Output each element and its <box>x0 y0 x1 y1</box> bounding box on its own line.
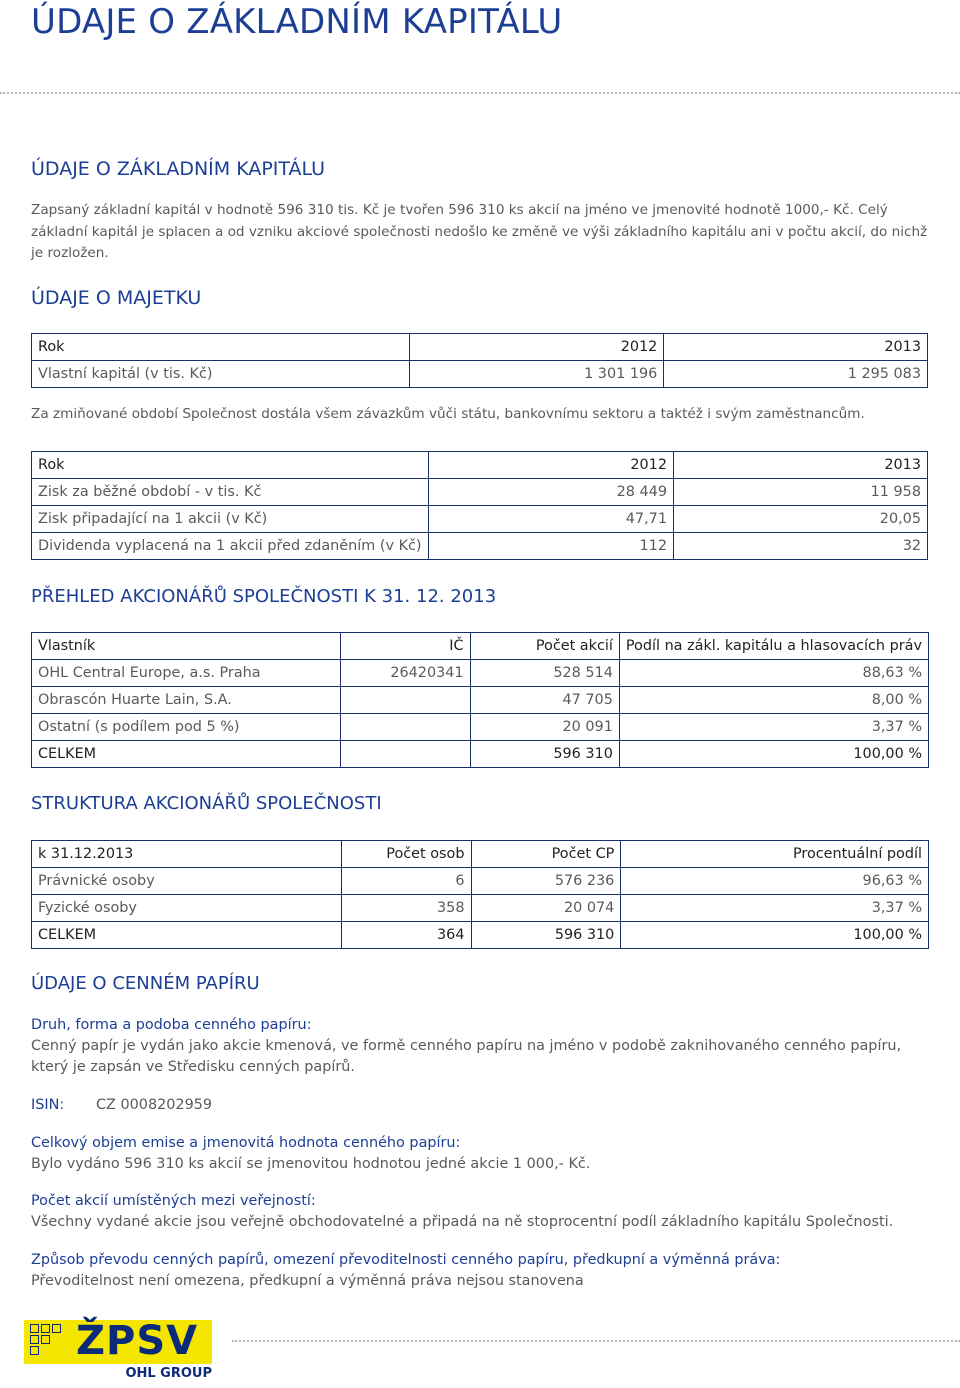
table-header-row <box>32 334 928 361</box>
category-cell: Právnické osoby <box>32 868 342 895</box>
row-label: Vlastní kapitál (v tis. Kč) <box>32 361 410 388</box>
header-cell: Rok <box>32 452 429 479</box>
header-cell: Počet CP <box>471 841 621 868</box>
header-cell: 2012 <box>428 452 673 479</box>
share-percent-cell: 88,63 % <box>619 660 928 687</box>
header-cell: Rok <box>32 334 410 361</box>
logo-dots-icon <box>30 1324 70 1360</box>
table-row <box>32 533 928 560</box>
row-label: Zisk připadající na 1 akcii (v Kč) <box>32 506 429 533</box>
capital-text: Zapsaný základní kapitál v hodnotě 596 310 tis. Kč je tvořen 596 310 ks akcií na jméno ve jmenovité hodnotě 1000,- Kč. Celý základní kapitál je splacen a od vzniku akciové společnosti nedošlo ke změně ve výši základního kapitálu ani v počtu akcií, do nichž je rozložen. <box>31 202 928 261</box>
total-label: CELKEM <box>32 741 341 768</box>
emission-text: Bylo vydáno 596 310 ks akcií se jmenovitou hodnotou jedné akcie 1 000,- Kč. <box>31 1156 591 1172</box>
table-row <box>32 506 928 533</box>
equity-table <box>31 333 928 388</box>
owner-cell: OHL Central Europe, a.s. Praha <box>32 660 341 687</box>
public-shares-text: Všechny vydané akcie jsou veřejně obchodovatelné a připadá na ně stoprocentní podíl základního kapitálu Společnosti. <box>31 1214 894 1230</box>
logo-yellow-block <box>24 1320 212 1364</box>
row-label: Dividenda vyplacená na 1 akcii před zdaněním (v Kč) <box>32 533 429 560</box>
shares-cell: 528 514 <box>470 660 619 687</box>
percent-cell: 96,63 % <box>621 868 929 895</box>
value-cell: 20,05 <box>673 506 927 533</box>
obligations-note: Za zmiňované období Společnost dostála všem závazkům vůči státu, bankovnímu sektoru a taktéž i svým zaměstnancům. <box>31 406 865 422</box>
ic-cell <box>341 687 470 714</box>
structure-heading: STRUKTURA AKCIONÁŘŮ SPOLEČNOSTI <box>31 793 382 814</box>
logo-wordmark: ŽPSV <box>76 1318 199 1364</box>
value-cell: 11 958 <box>673 479 927 506</box>
capital-heading: ÚDAJE O ZÁKLADNÍM KAPITÁLU <box>31 158 326 180</box>
isin-value: CZ 0008202959 <box>96 1097 213 1113</box>
public-shares-label: Počet akcií umístěných mezi veřejností: <box>31 1193 316 1209</box>
ic-cell: 26420341 <box>341 660 470 687</box>
structure-table <box>31 840 929 949</box>
percent-cell: 3,37 % <box>621 895 929 922</box>
header-cell: 2013 <box>673 452 927 479</box>
top-dotted-divider <box>0 92 960 94</box>
ic-cell <box>341 714 470 741</box>
total-shares: 596 310 <box>470 741 619 768</box>
table-row <box>32 479 928 506</box>
header-cell: IČ <box>341 633 470 660</box>
table-header-row <box>32 633 929 660</box>
table-total-row <box>32 741 929 768</box>
table-header-row <box>32 841 929 868</box>
header-cell: k 31.12.2013 <box>32 841 342 868</box>
total-percent: 100,00 % <box>619 741 928 768</box>
table-row <box>32 687 929 714</box>
category-cell: Fyzické osoby <box>32 895 342 922</box>
securities-cell: 576 236 <box>471 868 621 895</box>
persons-cell: 6 <box>341 868 471 895</box>
header-cell: Počet akcií <box>470 633 619 660</box>
share-percent-cell: 3,37 % <box>619 714 928 741</box>
value-cell: 32 <box>673 533 927 560</box>
owner-cell: Ostatní (s podílem pod 5 %) <box>32 714 341 741</box>
row-label: Zisk za běžné období - v tis. Kč <box>32 479 429 506</box>
assets-heading: ÚDAJE O MAJETKU <box>31 287 202 309</box>
shareholders-table <box>31 632 929 768</box>
security-type-label: Druh, forma a podoba cenného papíru: <box>31 1017 312 1033</box>
total-securities: 596 310 <box>471 922 621 949</box>
value-cell: 1 295 083 <box>664 361 928 388</box>
total-percent: 100,00 % <box>621 922 929 949</box>
logo-subtitle: OHL GROUP <box>125 1366 212 1381</box>
footer-dotted-divider <box>232 1340 960 1342</box>
emission-label: Celkový objem emise a jmenovitá hodnota cenného papíru: <box>31 1135 461 1151</box>
header-cell: 2013 <box>664 334 928 361</box>
persons-cell: 358 <box>341 895 471 922</box>
shares-cell: 20 091 <box>470 714 619 741</box>
transfer-text: Převoditelnost není omezena, předkupní a výměnná práva nejsou stanovena <box>31 1273 584 1289</box>
header-cell: Podíl na zákl. kapitálu a hlasovacích práv <box>619 633 928 660</box>
security-heading: ÚDAJE O CENNÉM PAPÍRU <box>31 973 260 994</box>
table-row <box>32 868 929 895</box>
value-cell: 112 <box>428 533 673 560</box>
security-type-text: Cenný papír je vydán jako akcie kmenová, ve formě cenného papíru na jméno v podobě zaknihovaného cenného papíru, který je zapsán ve Středisku cenných papírů. <box>31 1038 902 1075</box>
ic-cell <box>341 741 470 768</box>
owner-cell: Obrascón Huarte Lain, S.A. <box>32 687 341 714</box>
header-cell: Procentuální podíl <box>621 841 929 868</box>
value-cell: 1 301 196 <box>409 361 664 388</box>
total-label: CELKEM <box>32 922 342 949</box>
table-row <box>32 660 929 687</box>
zpsv-logo <box>24 1320 212 1388</box>
table-row <box>32 714 929 741</box>
profit-table <box>31 451 928 560</box>
share-percent-cell: 8,00 % <box>619 687 928 714</box>
table-header-row <box>32 452 928 479</box>
table-total-row <box>32 922 929 949</box>
table-row <box>32 361 928 388</box>
shares-cell: 47 705 <box>470 687 619 714</box>
total-persons: 364 <box>341 922 471 949</box>
header-cell: Počet osob <box>341 841 471 868</box>
header-cell: 2012 <box>409 334 664 361</box>
page-title: ÚDAJE O ZÁKLADNÍM KAPITÁLU <box>31 2 563 42</box>
header-cell: Vlastník <box>32 633 341 660</box>
value-cell: 47,71 <box>428 506 673 533</box>
isin-label: ISIN: <box>31 1097 65 1113</box>
transfer-label: Způsob převodu cenných papírů, omezení převoditelnosti cenného papíru, předkupní a výměnná práva: <box>31 1252 781 1268</box>
table-row <box>32 895 929 922</box>
shareholders-heading: PŘEHLED AKCIONÁŘŮ SPOLEČNOSTI K 31. 12. 2013 <box>31 586 497 607</box>
value-cell: 28 449 <box>428 479 673 506</box>
securities-cell: 20 074 <box>471 895 621 922</box>
